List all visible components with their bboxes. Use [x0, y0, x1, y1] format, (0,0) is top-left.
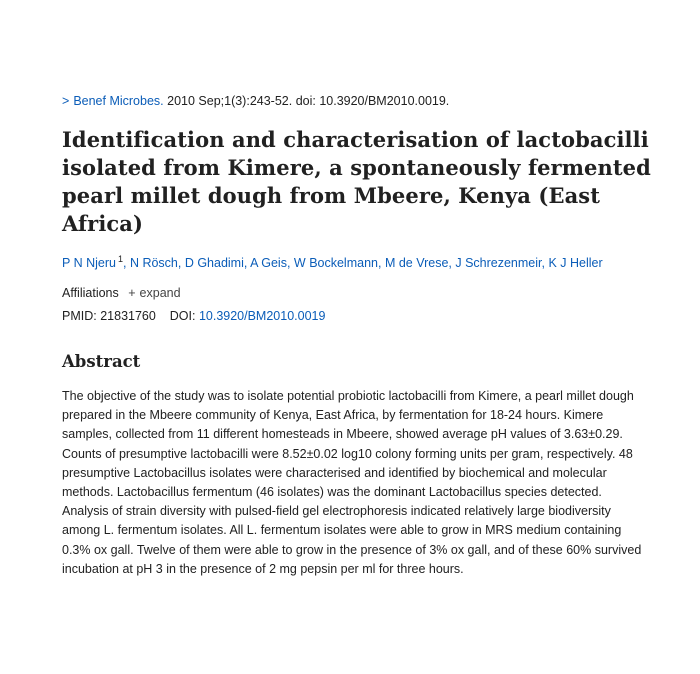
author-link[interactable]: N Rösch	[129, 256, 178, 270]
doi-link[interactable]: 10.3920/BM2010.0019	[198, 309, 326, 323]
pmid-label: PMID:	[62, 309, 97, 323]
author-separator: ,	[448, 256, 456, 270]
author-separator: ,	[377, 256, 385, 270]
author-separator: ,	[177, 256, 185, 270]
pmid-value: 21831760	[100, 309, 156, 323]
affiliations-row	[62, 284, 652, 302]
author-separator: ,	[122, 256, 130, 270]
author-separator: ,	[541, 256, 549, 270]
author-link[interactable]: W Bockelmann	[293, 256, 378, 270]
journal-link[interactable]: Benef Microbes.	[73, 94, 164, 108]
chevron-right-icon: >	[62, 94, 70, 108]
author-link[interactable]: P N Njeru	[62, 256, 116, 270]
article-page	[62, 92, 652, 579]
abstract-text: The objective of the study was to isolate potential probiotic lactobacilli from Kimere, a pearl millet dough prepared in the Mbeere community of Kenya, East Africa, by fermentation for 18-24 hours. Kimere samples, collected from 11 different homesteads in Mbeere, showed average pH values of 3.63±0.29. Counts of presumptive lactobacilli were 8.52±0.02 log10 colony forming units per gram, respectively. 48 presumptive Lactobacillus isolates were characterised and identified by biochemical and molecular methods. Lactobacillus fermentum (46 isolates) was the dominant Lactobacillus species detected. Analysis of strain diversity with pulsed-field gel electrophoresis indicated relatively large biodiversity among L. fermentum isolates. All L. fermentum isolates were able to grow in MRS medium containing 0.3% ox gall. Twelve of them were able to grow in the presence of 3% ox gall, and of these 60% survived incubation at pH 3 in the presence of 2 mg pepsin per ml for three hours.	[62, 389, 642, 576]
citation-details: 2010 Sep;1(3):243-52. doi: 10.3920/BM2010.0019.	[167, 94, 450, 108]
author-separator: ,	[286, 256, 294, 270]
abstract-heading: Abstract	[62, 352, 141, 371]
identifiers-row	[62, 307, 652, 325]
author-link[interactable]: A Geis	[250, 256, 287, 270]
author-link[interactable]: M de Vrese	[384, 256, 449, 270]
affiliations-label: Affiliations	[62, 286, 119, 300]
plus-icon: +	[128, 286, 136, 300]
affiliation-number[interactable]: 1	[117, 254, 123, 264]
citation-line	[62, 92, 652, 110]
doi-label: DOI:	[169, 309, 196, 323]
author-link[interactable]: K J Heller	[548, 256, 603, 270]
author-link[interactable]: J Schrezenmeir	[455, 256, 542, 270]
author-list	[62, 250, 652, 272]
author-separator: ,	[243, 256, 251, 270]
expand-label: expand	[139, 286, 181, 300]
affiliations-expand-button[interactable]	[128, 286, 180, 300]
article-title: Identification and characterisation of lactobacilli isolated from Kimere, a spontaneously fermented pearl millet dough from Mbeere, Kenya (East Africa)	[62, 127, 651, 236]
author-link[interactable]: D Ghadimi	[184, 256, 244, 270]
